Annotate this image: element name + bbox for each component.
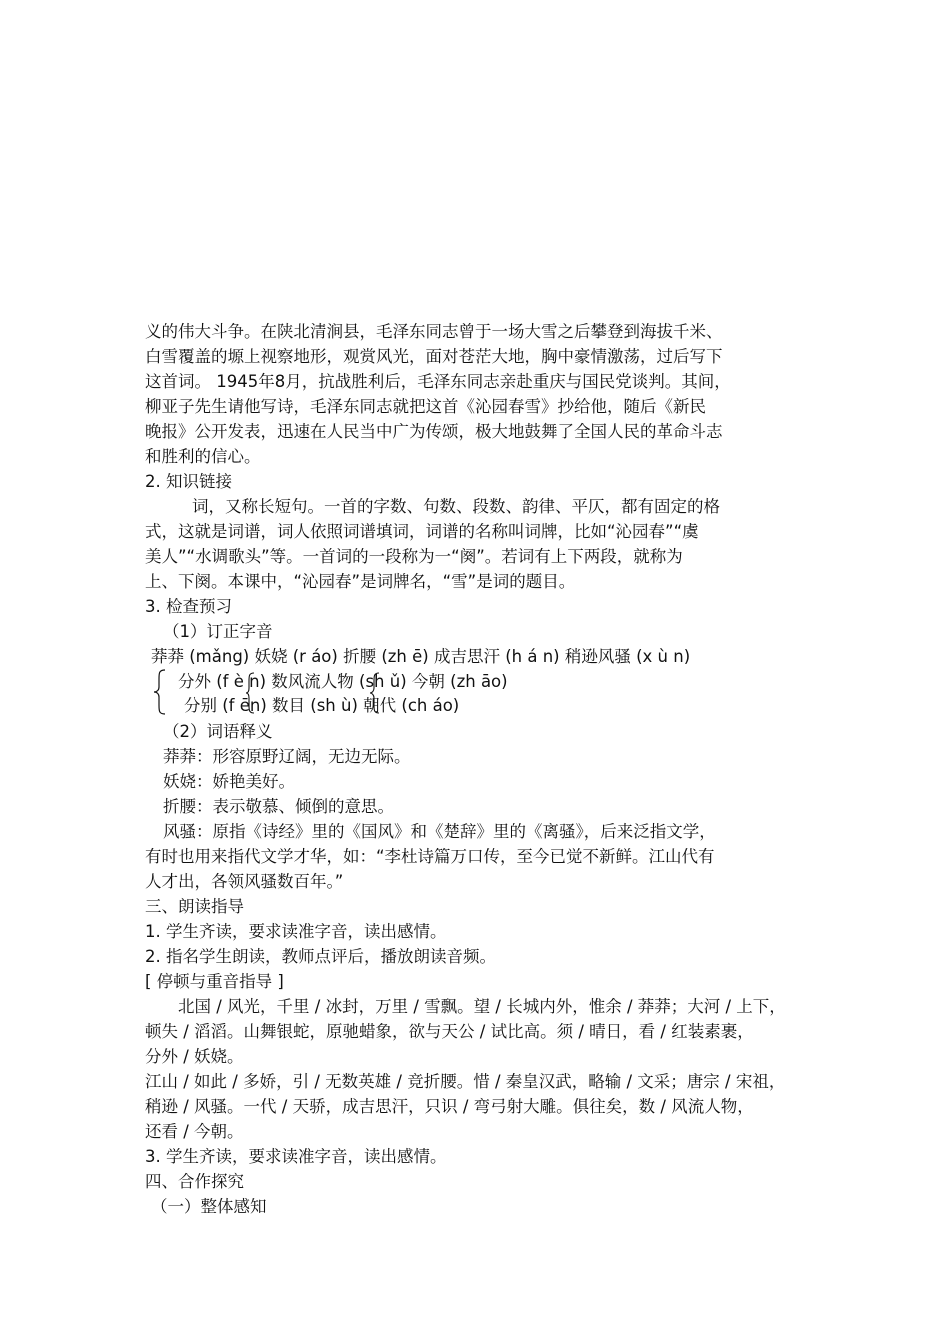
left-brace-icon [153, 669, 167, 715]
paragraph-line: 柳亚子先生请他写诗，毛泽东同志就把这首《沁园春雪》抄给他，随后《新民 [145, 397, 706, 416]
paragraph-line: 白雪覆盖的塬上视察地形，观赏风光，面对苍茫大地，胸中豪情激荡，过后写下 [145, 347, 723, 366]
poem-line: 北国 / 风光，千里 / 冰封，万里 / 雪飘。望 / 长城内外，惟余 / 莽莽；大河 / 上下， [178, 997, 786, 1016]
poem-line: 还看 / 今朝。 [145, 1122, 244, 1141]
definition-line: 有时也用来指代文学才华，如：“李杜诗篇万口传，至今已觉不新鲜。江山代有 [145, 847, 715, 866]
subsection-heading: （2）词语释义 [163, 722, 273, 741]
paragraph-line: 这首词。 1945年8月，抗战胜利后，毛泽东同志亲赴重庆与国民党谈判。其间， [145, 372, 731, 391]
paragraph-line: 词，又称长短句。一首的字数、句数、段数、韵律、平仄，都有固定的格 [192, 497, 720, 516]
paragraph-line: 和胜利的信心。 [145, 447, 261, 466]
paragraph-line: 美人”“水调歌头”等。一首词的一段称为一“阕”。若词有上下两段，就称为 [145, 547, 683, 566]
definition-line: 莽莽：形容原野辽阔，无边无际。 [163, 747, 411, 766]
definition-line: 妖娆：娇艳美好。 [163, 772, 295, 791]
paragraph-line: 上、下阕。本课中，“沁园春”是词牌名，“雪”是词的题目。 [145, 572, 576, 591]
poem-line: 江山 / 如此 / 多娇，引 / 无数英雄 / 竞折腰。惜 / 秦皇汉武，略输 / 文采；唐宗 / 宋祖， [145, 1072, 786, 1091]
pronunciation-line: 分外 (f è n) 数风流人物 (sh ǔ) 今朝 (zh āo) [178, 672, 508, 691]
poem-line: 稍逊 / 风骚。一代 / 天骄，成吉思汗，只识 / 弯弓射大雕。俱往矣，数 / 风流人物， [145, 1097, 754, 1116]
list-item: 2. 指名学生朗读，教师点评后，播放朗读音频。 [145, 947, 496, 966]
definition-line: 折腰：表示敬慕、倾倒的意思。 [163, 797, 394, 816]
subsection-heading: （1）订正字音 [163, 622, 273, 641]
subsection-heading: [ 停顿与重音指导 ] [145, 972, 284, 991]
definition-line: 风骚：原指《诗经》里的《国风》和《楚辞》里的《离骚》，后来泛指文学， [163, 822, 716, 841]
section-heading: 2. 知识链接 [145, 472, 232, 491]
definition-line: 人才出，各领风骚数百年。” [145, 872, 344, 891]
subsection-heading: （一）整体感知 [151, 1197, 267, 1216]
paragraph-line: 义的伟大斗争。在陕北清涧县，毛泽东同志曾于一场大雪之后攀登到海拔千米、 [145, 322, 723, 341]
paragraph-line: 式，这就是词谱，词人依照词谱填词，词谱的名称叫词牌，比如“沁园春”“虞 [145, 522, 699, 541]
paragraph-line: 晚报》公开发表，迅速在人民当中广为传颂，极大地鼓舞了全国人民的革命斗志 [145, 422, 723, 441]
pronunciation-line: 莽莽 (mǎng) 妖娆 (r áo) 折腰 (zh ē) 成吉思汗 (h á n) 稍逊风骚 (x ù n) [151, 647, 691, 666]
list-item: 1. 学生齐读，要求读准字音，读出感情。 [145, 922, 447, 941]
poem-line: 分外 / 妖娆。 [145, 1047, 244, 1066]
section-heading: 3. 检查预习 [145, 597, 232, 616]
section-heading: 三、朗读指导 [145, 897, 244, 916]
pronunciation-line: 分别 (f ēn) 数目 (sh ù) 朝代 (ch áo) [184, 696, 460, 715]
section-heading: 四、合作探究 [145, 1172, 244, 1191]
list-item: 3. 学生齐读，要求读准字音，读出感情。 [145, 1147, 447, 1166]
poem-line: 顿失 / 滔滔。山舞银蛇，原驰蜡象，欲与天公 / 试比高。须 / 晴日，看 / 红装素裹， [145, 1022, 754, 1041]
